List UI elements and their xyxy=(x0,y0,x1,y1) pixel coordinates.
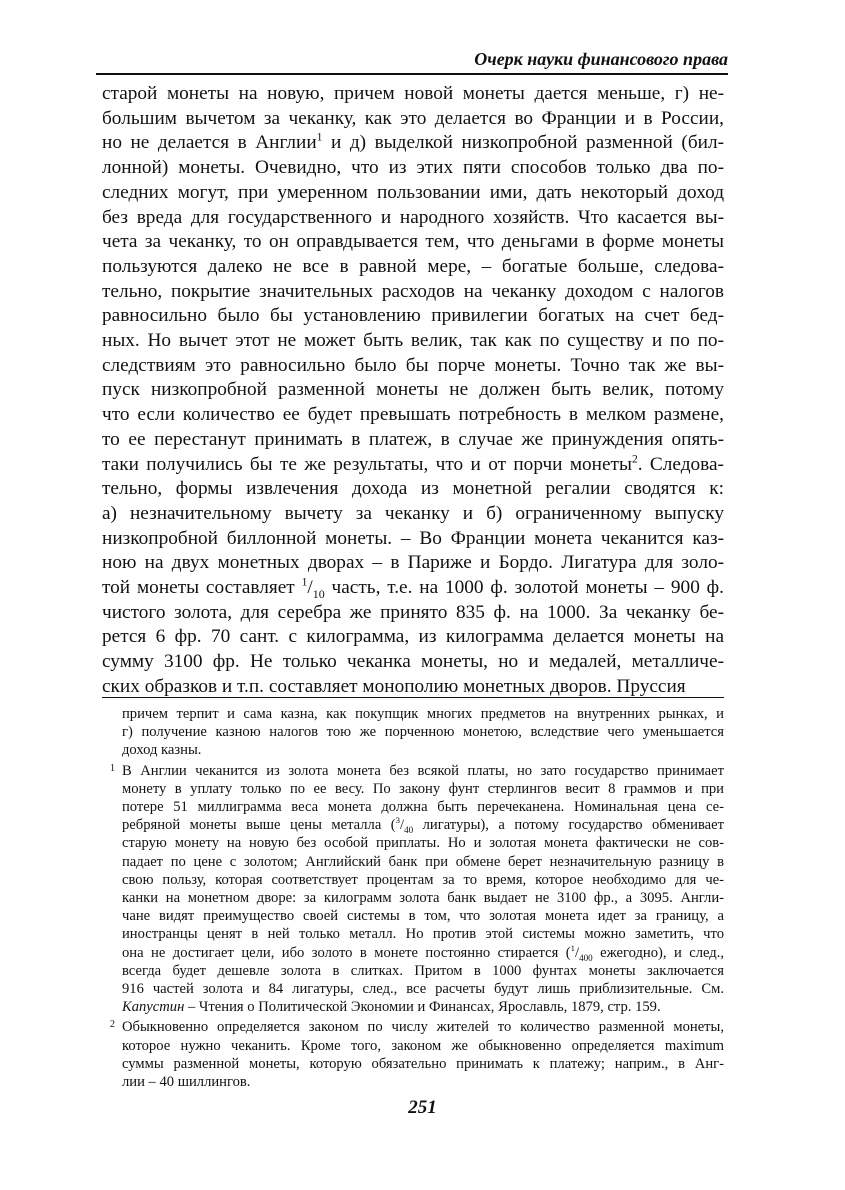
footnote-line: Капустин – Чтения о Политической Экономии и Финансах, Ярославль, 1879, стр. 159. xyxy=(122,999,661,1016)
footnote-line: доход казны. xyxy=(122,742,202,759)
footnote-number: 1 xyxy=(110,762,115,774)
text-line: чистого золота, для серебра же принято 835 ф. на 1000. За чеканку бе- xyxy=(102,601,724,623)
footnote-continuation xyxy=(110,705,724,760)
footnote-1 xyxy=(110,760,724,1017)
text-line: чета за чеканку, то он оправдывается тем, что деньгами в форме монеты xyxy=(102,231,724,253)
text-line: лонной) монеты. Очевидно, что из этих пяти способов только два по- xyxy=(102,157,724,179)
text-line: равносильно было бы установлению привилегии богатых на счет бед- xyxy=(102,305,724,327)
text-line: ною на двух монетных дворах – в Париже и Бордо. Лигатура для золо- xyxy=(102,552,724,574)
footnote-line: иностранцы ценят в ней только металл. Но против этой системы можно заметить, что xyxy=(122,926,724,943)
footnote-line: старую монету на новую без особой приплаты. Но и золотая монета фактически не сов- xyxy=(122,835,724,852)
footnote-line: чане видят преимущество своей системы в том, что золотая монета идет за границу, а xyxy=(122,908,724,925)
text-line: ских образков и т.п. составляет монополию монетных дворов. Пруссия xyxy=(102,675,686,697)
footnote-line: причем терпит и сама казна, как покупщик многих предметов на внутренних рынках, и xyxy=(122,706,724,722)
text-line: следствиям это равносильно было бы порче монеты. Точно так же вы- xyxy=(102,354,724,376)
footnote-ref-1: 1 xyxy=(316,130,323,144)
footnote-line: 916 частей золота и 84 лигатуры, след., все расчеты будут лишь приблизительные. См. xyxy=(122,981,724,998)
text-line: тельно, формы извлечения дохода из монетной регалии сводятся к: xyxy=(102,478,724,500)
footnote-line: свою пользу, которая соответствует процентам за то время, которое необходимо для че- xyxy=(122,871,724,888)
footnote-line: г) получение казною налогов тою же порченною монетою, вследствие чего уменьшается xyxy=(122,724,724,741)
text-line: то ее перестанут принимать в платеж, в случае же принуждения опять- xyxy=(102,428,724,450)
text-line: следних могут, при умеренном пользовании ими, дать некоторый доход xyxy=(102,181,724,203)
text-line: таки получились бы те же результаты, что и от порчи монеты$^2$. Следова- xyxy=(102,452,724,475)
text-line: старой монеты на новую, причем новой монеты дается меньше, г) не- xyxy=(102,83,724,104)
footnote-line: она не достигает цели, ибо золото в монете постоянно стирается ($^1/_{400}$ ежегодно), и след., xyxy=(122,942,724,963)
footnote-line: ребряной монеты выше цены металла ($^3/_{40}$ лигатуры), а потому государство обменивает xyxy=(122,815,724,836)
footnote-line: монету в уплату только по ее весу. По закону фунт стерлингов весит 8 граммов и при xyxy=(122,780,724,797)
cited-author: Капустин xyxy=(122,999,185,1016)
footnote-line: всегда будет дешевле золота в слитках. Притом в 1000 фунтах монеты заключается xyxy=(122,962,724,979)
text-line: пользуются далеко не все в равной мере, – богатые больше, следова- xyxy=(102,255,724,277)
footnote-line: 2 Обыкновенно определяется законом по числу жителей то количество разменной монеты, xyxy=(110,1016,724,1036)
footnote-line: канки на монетном дворе: за килограмм золота банк выдает не 3100 фр., а 3095. Англи- xyxy=(122,890,724,907)
footnote-number: 2 xyxy=(110,1019,115,1031)
footnote-line: 1 В Англии чеканится из золота монета без всякой платы, но зато государство принимает xyxy=(110,760,724,780)
footnote-ref-2: 2 xyxy=(631,452,638,466)
text-line: сумму 3100 фр. Не только чеканка монеты, но и медалей, металличе- xyxy=(102,651,724,673)
main-text xyxy=(102,82,724,700)
text-line: тельно, покрытие значительных расходов на чеканку доходом с налогов xyxy=(102,280,724,302)
text-line: той монеты составляет $^1/_{10}$ часть, т.е. на 1000 ф. золотой монеты – 900 ф. xyxy=(102,575,724,601)
footnote-line: лии – 40 шиллингов. xyxy=(122,1074,251,1091)
page-number: 251 xyxy=(408,1097,437,1118)
text-line: низкопробной биллонной монеты. – Во Франции монета чеканится каз- xyxy=(102,527,724,549)
footnotes xyxy=(110,705,724,1091)
footnote-separator xyxy=(102,697,724,698)
header-rule xyxy=(96,73,728,75)
footnote-line: потере 51 миллиграмма веса монета должна быть перечеканена. Номинальная цена се- xyxy=(122,799,724,816)
text-line: а) незначительному вычету за чеканку и б) ограниченному выпуску xyxy=(102,502,724,524)
footnote-line: падает по цене с золотом; Английский банк при обмене берет незначительную разницу в xyxy=(122,853,724,870)
text-line: большим вычетом за чеканку, как это делается во Франции и в России, xyxy=(102,107,724,129)
text-line: без вреда для государственного и народного хозяйств. Что касается вы- xyxy=(102,206,724,228)
text-line: но не делается в Англии$^1$ и д) выделкой низкопробной разменной (бил- xyxy=(102,130,724,154)
text-line: ных. Но вычет этот не может быть велик, так как по существу и по по- xyxy=(102,330,724,352)
running-head: Очерк науки финансового права xyxy=(474,49,728,69)
footnote-2 xyxy=(110,1016,724,1091)
text-line: рется 6 фр. 70 сант. с килограмма, из килограмма делается монеты на xyxy=(102,626,724,648)
footnote-line: суммы разменной монеты, которую обязательно принимать к платежу; наприм., в Анг- xyxy=(122,1055,724,1072)
footnote-line: которое нужно чеканить. Кроме того, законом же обыкновенно определяется maximum xyxy=(122,1037,724,1054)
text-line: пуск низкопробной разменной монеты не должен быть велик, потому xyxy=(102,379,724,401)
text-line: что если количество ее будет превышать потребность в мелком размене, xyxy=(102,404,724,426)
